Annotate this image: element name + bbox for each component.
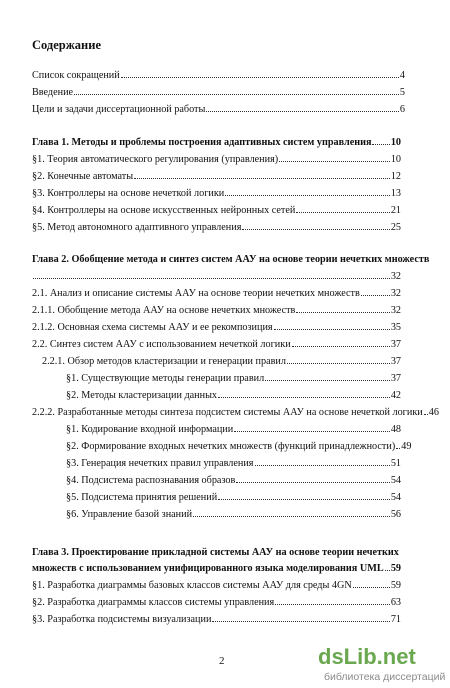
toc-entry: §2. Формирование входных нечетких множеств (функций принадлежности) 49 <box>66 441 412 452</box>
toc-entry: §3. Разработка подсистемы визуализации 71 <box>32 614 401 625</box>
page-number: 2 <box>219 655 225 667</box>
toc-entry: 2.2. Синтез систем ААУ с использованием нечеткой логики 37 <box>32 339 401 350</box>
toc-entry: §1. Теория автоматического регулирования (управления) 10 <box>32 154 401 165</box>
toc-entry: §1. Кодирование входной информации 48 <box>66 424 401 435</box>
watermark-subtitle: библиотека диссертаций <box>324 671 446 683</box>
toc-entry: §2. Конечные автоматы 12 <box>32 171 401 182</box>
watermark-logo: dsLib.net <box>318 644 416 669</box>
toc-entry: §4. Подсистема распознавания образов 54 <box>66 475 401 486</box>
toc-entry: 2.1.1. Обобщение метода ААУ на основе нечетких множеств 32 <box>32 305 401 316</box>
toc-entry: §3. Генерация нечетких правил управления 51 <box>66 458 401 469</box>
toc-entry: 2.2.2. Разработанные методы синтеза подсистем системы ААУ на основе нечеткой логики 46 <box>32 407 439 418</box>
toc-entry: Список сокращений 4 <box>32 70 405 81</box>
toc-entry: §1. Существующие методы генерации правил 37 <box>66 373 401 384</box>
toc-entry: 2.2.1. Обзор методов кластеризации и генерации правил 37 <box>42 356 401 367</box>
toc-entry: §5. Метод автономного адаптивного управления 25 <box>32 222 401 233</box>
toc-entry: 2.1. Анализ и описание системы ААУ на основе теории нечетких множеств 32 <box>32 288 401 299</box>
toc-entry: §2. Методы кластеризации данных 42 <box>66 390 401 401</box>
toc-entry: Цели и задачи диссертационной работы 6 <box>32 104 405 115</box>
toc-entry: §6. Управление базой знаний 56 <box>66 509 401 520</box>
toc-heading: Содержание <box>32 38 102 52</box>
toc-entry: 32 <box>32 271 401 283</box>
toc-entry: §1. Разработка диаграммы базовых классов системы ААУ для среды 4GN 59 <box>32 580 401 591</box>
toc-entry: §4. Контроллеры на основе искусственных нейронных сетей 21 <box>32 205 401 216</box>
toc-entry: Введение 5 <box>32 87 405 98</box>
toc-chapter-3-cont: множеств с использованием унифицированного языка моделирования UML 59 <box>32 563 401 574</box>
watermark <box>318 644 446 684</box>
toc-entry: §5. Подсистема принятия решений 54 <box>66 492 401 503</box>
toc-chapter-1: Глава 1. Методы и проблемы построения адаптивных систем управления 10 <box>32 137 401 148</box>
toc-entry: §2. Разработка диаграммы классов системы управления 63 <box>32 597 401 608</box>
toc-entry: §3. Контроллеры на основе нечеткой логики 13 <box>32 188 401 199</box>
toc-chapter-3: Глава 3. Проектирование прикладной системы ААУ на основе теории нечетких <box>32 547 399 558</box>
toc-chapter-2: Глава 2. Обобщение метода и синтез систем ААУ на основе теории нечетких множеств <box>32 254 430 265</box>
toc-entry: 2.1.2. Основная схема системы ААУ и ее рекомпозиция 35 <box>32 322 401 333</box>
